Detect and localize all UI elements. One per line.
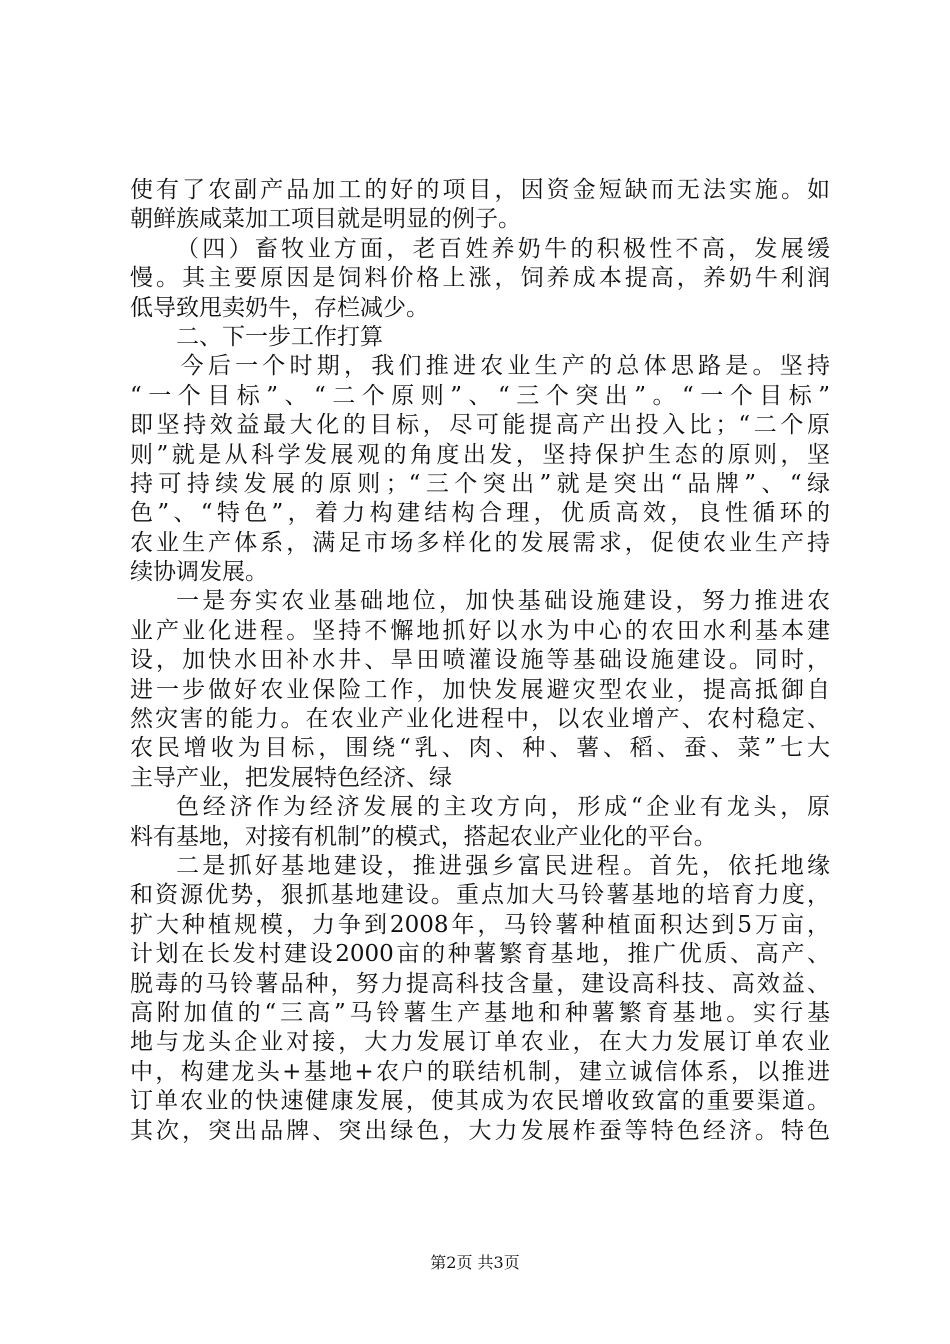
text-line: 地与龙头企业对接，大力发展订单农业，在大力发展订单农业 [130,1029,830,1056]
text-line: “一个目标”、“二个原则”、“三个突出”。“一个目标” [130,382,830,409]
text-line: 计划在长发村建设2000亩的种薯繁育基地，推广优质、高产、 [130,941,830,968]
text-line: （四）畜牧业方面，老百姓养奶牛的积极性不高，发展缓 [176,235,830,262]
text-line: 高附加值的“三高”马铃薯生产基地和种薯繁育基地。实行基 [130,999,830,1026]
text-line: 今后一个时期，我们推进农业生产的总体思路是。坚持 [180,353,830,380]
text-line: 持可持续发展的原则；“三个突出”就是突出“品牌”、“绿 [130,470,830,497]
text-line: 色”、“特色”，着力构建结构合理，优质高效，良性循环的 [130,500,830,527]
text-line: 其次，突出品牌、突出绿色，大力发展柞蚕等特色经济。特色 [130,1117,830,1144]
text-line: 朝鲜族咸菜加工项目就是明显的例子。 [130,206,521,233]
text-line: 料有基地，对接有机制”的模式，搭起农业产业化的平台。 [130,823,717,850]
text-line: 一是夯实农业基础地位，加快基础设施建设，努力推进农 [176,588,830,615]
text-line: 低导致甩卖奶牛，存栏减少。 [130,294,429,321]
text-line: 慢。其主要原因是饲料价格上涨，饲养成本提高，养奶牛利润 [130,265,830,292]
text-line: 二是抓好基地建设，推进强乡富民进程。首先，依托地缘 [176,852,830,879]
text-line: 扩大种植规模，力争到2008年，马铃薯种植面积达到5万亩， [130,911,830,938]
text-line: 设，加快水田补水井、旱田喷灌设施等基础设施建设。同时， [130,647,830,674]
text-line: 农业生产体系，满足市场多样化的发展需求，促使农业生产持 [130,529,830,556]
text-line: 农民增收为目标，围绕“乳、肉、种、薯、稻、蚕、菜”七大 [130,735,830,762]
document-body [130,176,830,1146]
text-line: 和资源优势，狠抓基地建设。重点加大马铃薯基地的培育力度， [130,882,830,909]
text-line: 然灾害的能力。在农业产业化进程中，以农业增产、农村稳定、 [130,706,830,733]
text-line: 订单农业的快速健康发展，使其成为农民增收致富的重要渠道。 [130,1088,830,1115]
text-line: 二、下一步工作打算 [176,323,383,350]
text-line: 脱毒的马铃薯品种，努力提高科技含量，建设高科技、高效益、 [130,970,830,997]
text-line: 主导产业，把发展特色经济、绿 [130,764,452,791]
text-line: 即坚持效益最大化的目标，尽可能提高产出投入比；“二个原 [130,412,830,439]
page-footer: 第2页 共3页 [430,1253,520,1272]
text-line: 续协调发展。 [130,559,268,586]
text-line: 业产业化进程。坚持不懈地抓好以水为中心的农田水利基本建 [130,617,830,644]
text-line: 进一步做好农业保险工作，加快发展避灾型农业，提高抵御自 [130,676,830,703]
text-line: 中，构建龙头+基地+农户的联结机制，建立诚信体系，以推进 [130,1058,830,1085]
text-line: 使有了农副产品加工的好的项目，因资金短缺而无法实施。如 [130,177,830,203]
text-line: 则”就是从科学发展观的角度出发，坚持保护生态的原则，坚 [130,441,830,468]
text-line: 色经济作为经济发展的主攻方向，形成“企业有龙头，原 [176,794,830,821]
